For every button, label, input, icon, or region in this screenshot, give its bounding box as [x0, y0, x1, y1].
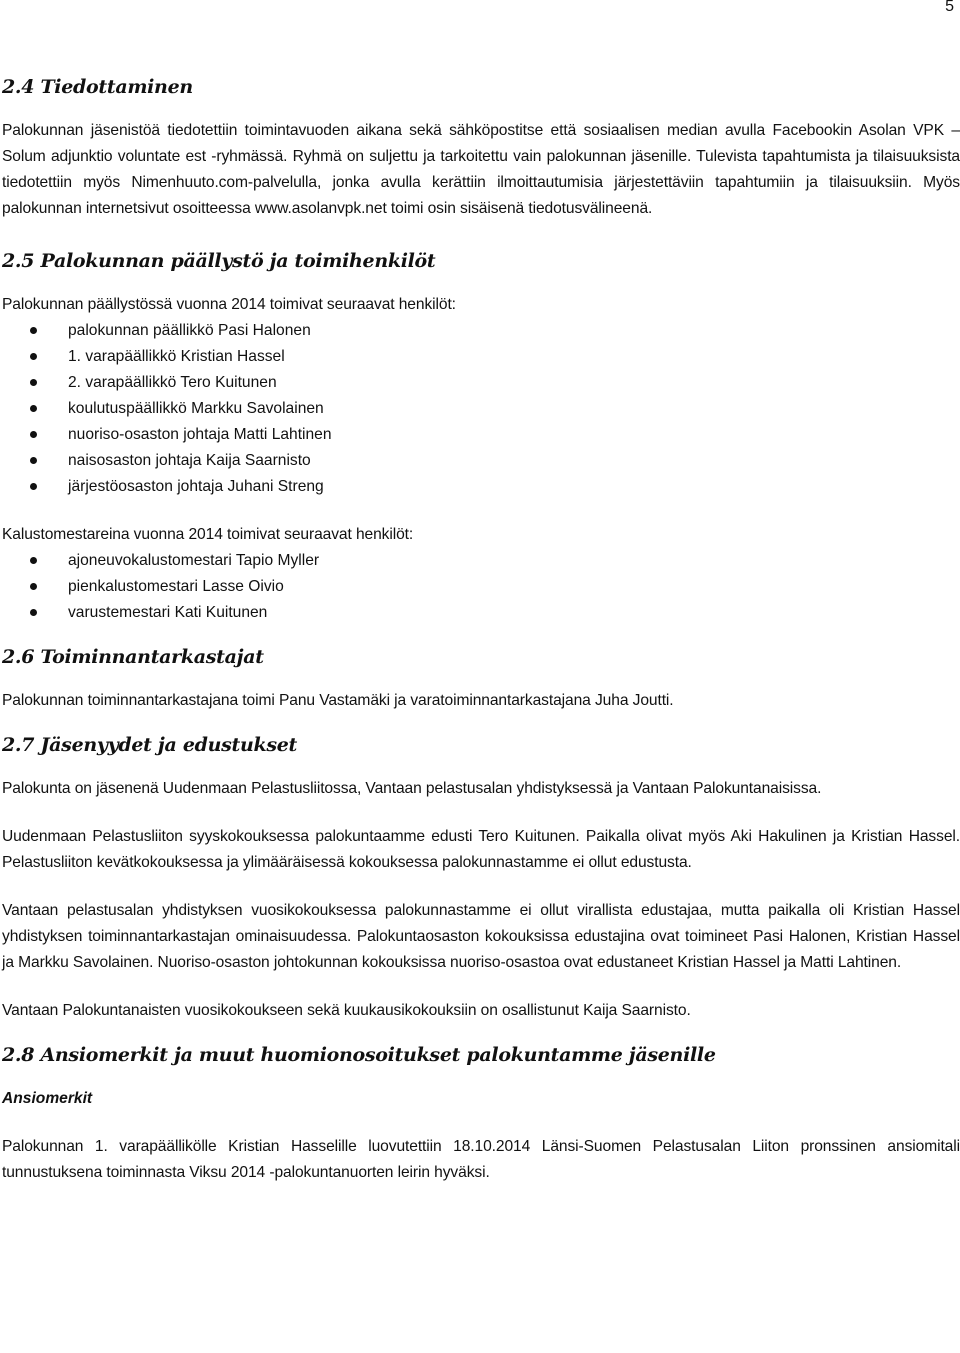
list-item: järjestöosaston johtaja Juhani Streng: [2, 474, 960, 500]
bullet-icon: [30, 457, 37, 464]
section-title-2-8: 2.8 Ansiomerkit ja muut huomionosoitukset palokuntamme jäsenille: [2, 1044, 716, 1066]
list-item: 2. varapäällikkö Tero Kuitunen: [2, 370, 960, 396]
subheading-ansiomerkit: Ansiomerkit: [2, 1090, 93, 1107]
document-body: [2, 70, 960, 1186]
bullet-icon: [30, 379, 37, 386]
section-title-2-6: 2.6 Toiminnantarkastajat: [2, 646, 264, 668]
list-item: palokunnan päällikkö Pasi Halonen: [2, 318, 960, 344]
equipment-masters-list: [2, 548, 960, 626]
list-item: koulutuspäällikkö Markku Savolainen: [2, 396, 960, 422]
section-2-5-intro-equipment: Kalustomestareina vuonna 2014 toimivat seuraavat henkilöt:: [2, 526, 414, 543]
section-2-7-paragraph-2: Uudenmaan Pelastusliiton syyskokouksessa palokuntaamme edusti Tero Kuitunen. Paikalla olivat myös Aki Hakulinen ja Kristian Hassel. Pelastusliiton kevätkokouksessa ja ylimääräisessä kokouksessa palokunnastamme ei ollut edustusta.: [2, 828, 960, 871]
list-item: ajoneuvokalustomestari Tapio Myller: [2, 548, 960, 574]
section-2-7-paragraph-3: Vantaan pelastusalan yhdistyksen vuosikokouksessa palokunnastamme ei ollut virallista edustajaa, mutta paikalla oli Kristian Hassel yhdistyksen toiminnantarkastajan ominaisuudessa. Palokuntaosaston kokouksissa edustajina ovat toimineet Pasi Halonen, Kristian Hassel ja Markku Savolainen. Nuoriso-osaston johtokunnan kokouksissa nuoriso-osastoa ovat edustaneet Kristian Hassel ja Matti Lahtinen.: [2, 902, 960, 971]
section-title-2-7: 2.7 Jäsenyydet ja edustukset: [2, 734, 298, 756]
page-number: 5: [945, 0, 954, 15]
bullet-icon: [30, 327, 37, 334]
officers-list: [2, 318, 960, 500]
section-2-4-paragraph: Palokunnan jäsenistöä tiedotettiin toimintavuoden aikana sekä sähköpostitse että sosiaalisen median avulla Facebookin Asolan VPK – Solum adjunktio voluntate est -ryhmässä. Ryhmä on suljettu ja tarkoitettu vain palokunnan jäsenille. Tulevista tapahtumista ja tilaisuuksista tiedotettiin myös Nimenhuuto.com-palvelulla, jonka avulla kerättiin ilmoittautumisia järjestettäviin tapahtumiin ja tilaisuuksiin. Myös palokunnan internetsivut osoitteessa www.asolanvpk.net toimi osin sisäisenä tiedotusvälineenä.: [2, 122, 960, 217]
section-2-7-paragraph-4: Vantaan Palokuntanaisten vuosikokoukseen sekä kuukausikokouksiin on osallistunut Kaija Saarnisto.: [2, 1002, 691, 1019]
bullet-icon: [30, 609, 37, 616]
list-item: pienkalustomestari Lasse Oivio: [2, 574, 960, 600]
section-2-5-intro: Palokunnan päällystössä vuonna 2014 toimivat seuraavat henkilöt:: [2, 296, 456, 313]
bullet-icon: [30, 583, 37, 590]
section-2-8-paragraph: Palokunnan 1. varapäällikölle Kristian Hasselille luovutettiin 18.10.2014 Länsi-Suomen Pelastusalan Liiton pronssinen ansiomitali tunnustuksena toiminnasta Viksu 2014 -palokuntanuorten leirin hyväksi.: [2, 1138, 960, 1181]
list-item: nuoriso-osaston johtaja Matti Lahtinen: [2, 422, 960, 448]
bullet-icon: [30, 483, 37, 490]
section-2-7-paragraph-1: Palokunta on jäsenenä Uudenmaan Pelastusliitossa, Vantaan pelastusalan yhdistyksessä ja Vantaan Palokuntanaisissa.: [2, 780, 822, 797]
bullet-icon: [30, 557, 37, 564]
list-item: varustemestari Kati Kuitunen: [2, 600, 960, 626]
bullet-icon: [30, 431, 37, 438]
bullet-icon: [30, 405, 37, 412]
section-title-2-5: 2.5 Palokunnan päällystö ja toimihenkilöt: [2, 250, 436, 272]
list-item: 1. varapäällikkö Kristian Hassel: [2, 344, 960, 370]
list-item: naisosaston johtaja Kaija Saarnisto: [2, 448, 960, 474]
section-2-6-paragraph: Palokunnan toiminnantarkastajana toimi Panu Vastamäki ja varatoiminnantarkastajana Juha Joutti.: [2, 692, 674, 709]
bullet-icon: [30, 353, 37, 360]
section-title-2-4: 2.4 Tiedottaminen: [2, 76, 193, 98]
